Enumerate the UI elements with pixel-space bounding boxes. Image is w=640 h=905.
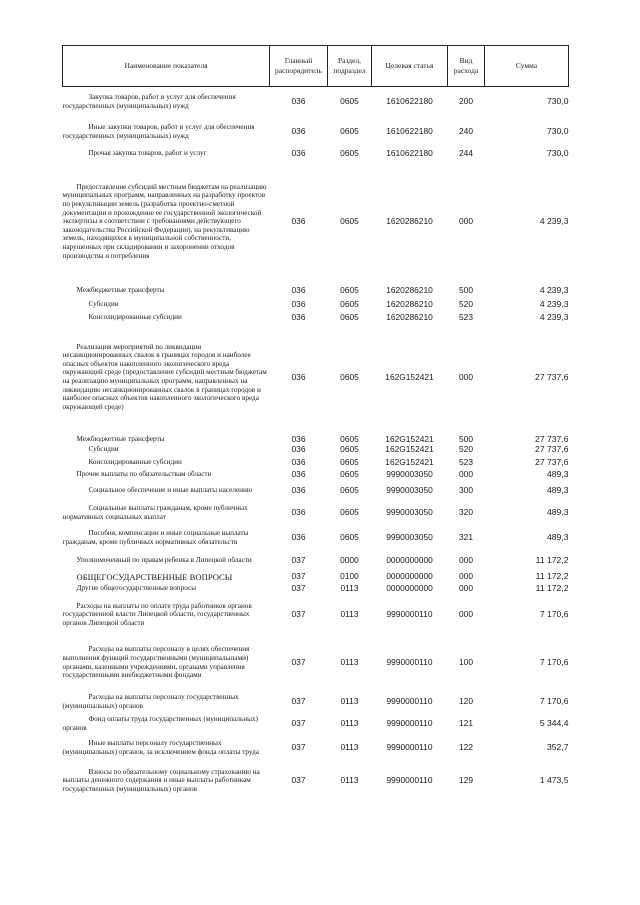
cell-target: 9990003050 xyxy=(386,507,433,518)
cell-admin: 037 xyxy=(291,775,306,786)
cell-type: 520 xyxy=(459,298,473,309)
table-row xyxy=(63,147,569,161)
cell-section: 0605 xyxy=(340,433,359,444)
cell-name: Пособия, компенсации и иные социальные выплаты гражданам, кроме публичных нормативных обязательств xyxy=(62,528,249,546)
cell-target: 9990003050 xyxy=(386,485,433,496)
cell-target: 9990000110 xyxy=(386,742,433,753)
cell-admin: 037 xyxy=(291,657,306,668)
header-type: Вид расхода xyxy=(448,46,485,87)
cell-admin: 036 xyxy=(291,311,306,322)
cell-name: Межбюджетные трансферты xyxy=(76,285,165,294)
cell-section: 0605 xyxy=(340,444,359,455)
cell-type: 000 xyxy=(459,371,473,382)
table-row xyxy=(63,324,569,431)
cell-sum: 1 473,5 xyxy=(539,775,569,786)
table-row xyxy=(63,117,569,147)
cell-target: 162G152421 xyxy=(385,456,434,467)
cell-name: Прочая закупка товаров, работ и услуг xyxy=(88,149,207,158)
cell-section: 0113 xyxy=(340,718,359,729)
cell-target: 9990003050 xyxy=(386,532,433,543)
cell-sum: 5 344,4 xyxy=(539,718,569,729)
table-row xyxy=(63,161,569,283)
cell-admin: 036 xyxy=(291,284,306,295)
cell-section: 0605 xyxy=(340,485,359,496)
cell-section: 0113 xyxy=(340,657,359,668)
cell-target: 1610622180 xyxy=(386,96,433,107)
cell-target: 1610622180 xyxy=(386,126,433,137)
cell-target: 9990000110 xyxy=(386,657,433,668)
cell-section: 0605 xyxy=(340,96,359,107)
cell-sum: 489,3 xyxy=(546,532,569,543)
cell-type: 000 xyxy=(459,609,473,620)
cell-target: 9990000110 xyxy=(386,696,433,707)
cell-target: 9990003050 xyxy=(386,469,433,480)
cell-name: Субсидии xyxy=(88,445,119,454)
cell-sum: 489,3 xyxy=(546,507,569,518)
cell-type: 523 xyxy=(459,311,473,322)
cell-section: 0113 xyxy=(340,775,359,786)
cell-type: 320 xyxy=(459,507,473,518)
cell-name: Фонд оплаты труда государственных (муниципальных) органов xyxy=(62,714,258,732)
cell-type: 500 xyxy=(459,284,473,295)
cell-sum: 11 172,2 xyxy=(535,583,569,594)
cell-target: 162G152421 xyxy=(385,371,434,382)
cell-target: 162G152421 xyxy=(385,433,434,444)
cell-target: 9990000110 xyxy=(386,718,433,729)
cell-sum: 7 170,6 xyxy=(539,696,569,707)
cell-admin: 036 xyxy=(291,485,306,496)
cell-sum: 489,3 xyxy=(546,485,569,496)
cell-target: 1610622180 xyxy=(386,148,433,159)
table-row xyxy=(63,283,569,298)
cell-name: Расходы на выплаты по оплате труда работников органов государственной власти Липецкой области, государственных органов Липецкой области xyxy=(62,601,252,627)
cell-target: 0000000000 xyxy=(386,555,433,566)
cell-section: 0605 xyxy=(340,298,359,309)
header-section: Раздел, подраздел xyxy=(328,46,372,87)
cell-name: Уполномоченный по правам ребенка в Липецкой области xyxy=(76,556,252,565)
cell-admin: 036 xyxy=(291,126,306,137)
cell-section: 0113 xyxy=(340,742,359,753)
cell-name: Социальное обеспечение и иные выплаты населению xyxy=(88,486,253,495)
cell-admin: 037 xyxy=(291,718,306,729)
cell-target: 162G152421 xyxy=(385,444,434,455)
cell-section: 0605 xyxy=(340,216,359,227)
cell-target: 1620286210 xyxy=(386,298,433,309)
cell-name: Иные закупки товаров, работ и услуг для обеспечения государственных (муниципальных) нужд xyxy=(62,122,255,140)
cell-admin: 036 xyxy=(291,444,306,455)
cell-name: Прочие выплаты по обязательствам области xyxy=(76,470,212,479)
cell-admin: 036 xyxy=(291,433,306,444)
cell-sum: 352,7 xyxy=(546,742,569,753)
table-header-row xyxy=(63,46,569,87)
cell-section: 0605 xyxy=(340,469,359,480)
cell-sum: 4 239,3 xyxy=(539,216,569,227)
header-admin: Главный распорядитель xyxy=(270,46,328,87)
table-row xyxy=(63,431,569,444)
cell-section: 0605 xyxy=(340,507,359,518)
cell-sum: 730,0 xyxy=(546,126,569,137)
table-row xyxy=(63,456,569,469)
cell-name: ОБЩЕГОСУДАРСТВЕННЫЕ ВОПРОСЫ xyxy=(76,571,233,582)
cell-name: Социальные выплаты гражданам, кроме публичных нормативных социальных выплат xyxy=(62,503,248,521)
cell-type: 122 xyxy=(459,742,473,753)
cell-sum: 4 239,3 xyxy=(539,284,569,295)
cell-admin: 036 xyxy=(291,216,306,227)
cell-name: Взносы по обязательному социальному страхованию на выплаты денежного содержания и иные выплаты работникам государственных (муниципальных) органов xyxy=(62,767,260,793)
cell-sum: 730,0 xyxy=(546,148,569,159)
table-row xyxy=(63,583,569,595)
cell-target: 9990000110 xyxy=(386,609,433,620)
cell-target: 0000000000 xyxy=(386,571,433,582)
cell-type: 000 xyxy=(459,216,473,227)
cell-admin: 036 xyxy=(291,371,306,382)
cell-section: 0605 xyxy=(340,311,359,322)
cell-type: 100 xyxy=(459,657,473,668)
cell-type: 523 xyxy=(459,456,473,467)
header-name: Наименование показателя xyxy=(63,46,270,87)
cell-section: 0000 xyxy=(340,555,359,566)
table-row xyxy=(63,501,569,525)
cell-admin: 036 xyxy=(291,148,306,159)
cell-type: 321 xyxy=(459,532,473,543)
table-row xyxy=(63,444,569,456)
cell-admin: 037 xyxy=(291,742,306,753)
cell-target: 9990000110 xyxy=(386,775,433,786)
cell-sum: 489,3 xyxy=(546,469,569,480)
cell-type: 000 xyxy=(459,583,473,594)
cell-type: 129 xyxy=(459,775,473,786)
cell-name: Расходы на выплаты персоналу в целях обеспечения выполнения функций государственными (муниципальными) органами, казенными учреждениями, органами управления государственными внебюджетными фондами xyxy=(62,645,250,680)
cell-type: 244 xyxy=(459,148,473,159)
cell-target: 0000000000 xyxy=(386,583,433,594)
cell-type: 240 xyxy=(459,126,473,137)
cell-name: Межбюджетные трансферты xyxy=(76,434,165,443)
cell-name: Иные выплаты персоналу государственных (муниципальных) органов, за исключением фонда оплаты труда xyxy=(62,738,259,756)
header-target: Целевая статья xyxy=(372,46,448,87)
table-row xyxy=(63,525,569,551)
cell-sum: 27 737,6 xyxy=(535,456,569,467)
cell-admin: 037 xyxy=(291,696,306,707)
cell-section: 0100 xyxy=(340,571,359,582)
cell-admin: 037 xyxy=(291,583,306,594)
cell-type: 000 xyxy=(459,469,473,480)
table-row xyxy=(63,87,569,117)
cell-name: Субсидии xyxy=(88,299,119,308)
cell-target: 1620286210 xyxy=(386,284,433,295)
cell-name: Консолидированные субсидии xyxy=(88,457,182,466)
cell-sum: 4 239,3 xyxy=(539,311,569,322)
cell-target: 1620286210 xyxy=(386,311,433,322)
cell-section: 0113 xyxy=(340,609,359,620)
cell-name: Консолидированные субсидии xyxy=(88,312,182,321)
table-row xyxy=(63,735,569,761)
cell-sum: 27 737,6 xyxy=(535,371,569,382)
table-row xyxy=(63,481,569,501)
cell-type: 000 xyxy=(459,571,473,582)
table-row xyxy=(63,311,569,324)
table-row xyxy=(63,713,569,735)
cell-section: 0605 xyxy=(340,126,359,137)
cell-admin: 036 xyxy=(291,456,306,467)
table-row xyxy=(63,469,569,481)
cell-admin: 037 xyxy=(291,609,306,620)
cell-name: Предоставление субсидий местным бюджетам на реализацию муниципальных программ, направленных на разработку проектов по рекультивации земель (разработка проектно-сметной документации и прохождение ее государственной экологической экспертизы в соответствии с требованиями действующего законодательства Российской Федерации), на рекультивацию земель, находящихся в муниципальной собственности, нарушенных при складировании и захоронении отходов производства и потребления xyxy=(62,182,267,260)
table-row xyxy=(63,635,569,691)
header-sum: Сумма xyxy=(485,46,569,87)
table-body xyxy=(63,87,569,801)
cell-admin: 036 xyxy=(291,532,306,543)
budget-table xyxy=(62,45,569,801)
cell-sum: 730,0 xyxy=(546,96,569,107)
cell-admin: 037 xyxy=(291,571,306,582)
cell-section: 0605 xyxy=(340,148,359,159)
cell-type: 000 xyxy=(459,555,473,566)
cell-sum: 11 172,2 xyxy=(535,571,569,582)
cell-section: 0605 xyxy=(340,456,359,467)
table-row xyxy=(63,571,569,583)
cell-admin: 037 xyxy=(291,555,306,566)
cell-sum: 11 172,2 xyxy=(535,555,569,566)
cell-sum: 7 170,6 xyxy=(539,657,569,668)
cell-section: 0113 xyxy=(340,696,359,707)
cell-sum: 27 737,6 xyxy=(535,433,569,444)
cell-sum: 7 170,6 xyxy=(539,609,569,620)
cell-type: 500 xyxy=(459,433,473,444)
cell-section: 0605 xyxy=(340,532,359,543)
cell-type: 120 xyxy=(459,696,473,707)
cell-section: 0113 xyxy=(340,583,359,594)
cell-section: 0605 xyxy=(340,371,359,382)
cell-name: Реализация мероприятий по ликвидации несанкционированных свалок в границах городов и наиболее опасных объектов накопленного экологического вреда окружающей среде (предоставление субсидий местным бюджетам на реализацию муниципальных программ, направленных на ликвидацию несанкционированных свалок в границах городов и наиболее опасных объектов накопленного экологического вреда окружающей среде) xyxy=(62,342,267,411)
cell-type: 520 xyxy=(459,444,473,455)
cell-section: 0605 xyxy=(340,284,359,295)
table-row xyxy=(63,595,569,635)
cell-sum: 4 239,3 xyxy=(539,298,569,309)
cell-admin: 036 xyxy=(291,507,306,518)
table-row xyxy=(63,761,569,801)
cell-name: Расходы на выплаты персоналу государственных (муниципальных) органов xyxy=(62,692,239,710)
cell-sum: 27 737,6 xyxy=(535,444,569,455)
cell-admin: 036 xyxy=(291,298,306,309)
cell-type: 300 xyxy=(459,485,473,496)
cell-admin: 036 xyxy=(291,469,306,480)
cell-type: 121 xyxy=(459,718,473,729)
cell-name: Закупка товаров, работ и услуг для обеспечения государственных (муниципальных) нужд xyxy=(62,93,236,110)
table-row xyxy=(63,298,569,311)
cell-admin: 036 xyxy=(291,96,306,107)
cell-type: 200 xyxy=(459,96,473,107)
table-row xyxy=(63,551,569,571)
table-row xyxy=(63,691,569,713)
cell-name: Другие общегосударственные вопросы xyxy=(76,584,197,593)
cell-target: 1620286210 xyxy=(386,216,433,227)
